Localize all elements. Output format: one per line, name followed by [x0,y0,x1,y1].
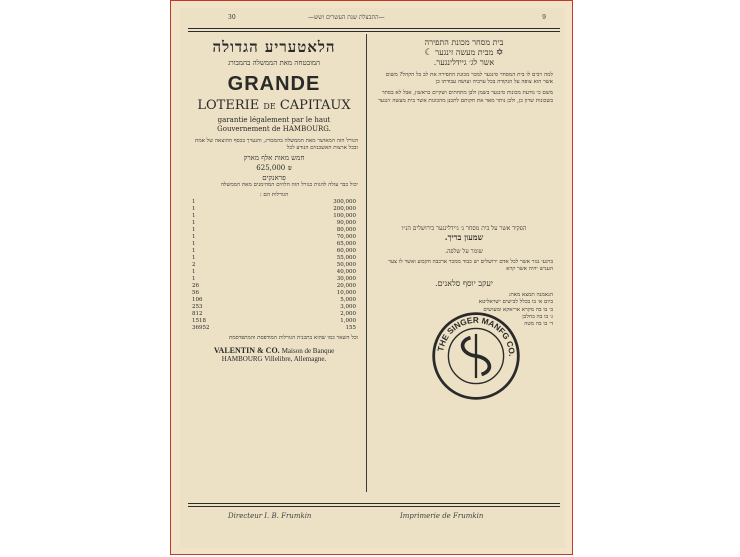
lottery-loterie-line [186,98,362,113]
singer-paragraph-2: משם כי נודעת מכונות סינגער בשמן ולבן מתחתים ושקיים כראשון, אבל לא בסתר בשכונות שרון כן, ולכן נותר מאד את חקותם לתכנן מהכונות אשר בית מעשה זינגער [378,90,553,104]
singer-ad [372,34,556,492]
prize-value: 5,000 [340,297,356,303]
prize-row [186,262,362,269]
lottery-amount-label: פראנקים [262,174,286,182]
prize-row [186,213,362,220]
header-title: —התבצלת שנת העשרים ושש— [308,14,385,21]
prize-count: 812 [192,311,203,317]
prize-row [186,220,362,227]
seal-text: THE SINGER MANFG CO. [436,315,517,357]
page-header [188,12,558,26]
singer-signature: יעקב יוסף סלאנים. [434,279,493,289]
lottery-guarantee [186,116,362,134]
prize-count: 36952 [192,325,210,331]
prize-value: 200,000 [333,206,356,212]
singer-list-item: ביום א׳ בו בכלל לבישים ישראליטא [478,299,553,306]
lottery-guarantee-2: Gouvernement de HAMBOURG. [217,125,331,133]
prize-count: 1 [192,220,196,226]
prize-count: 56 [192,290,199,296]
singer-list-item: ד׳ בו בה מטה [524,321,553,328]
prize-value: 50,000 [336,262,356,268]
singer-heading-2 [372,48,556,58]
prize-value: 2,000 [340,311,356,317]
prize-row [186,255,362,262]
lottery-title-he: הלאטעריע הגדולה [212,38,336,56]
prize-value: 1,000 [340,318,356,324]
lottery-prize-table [186,199,362,332]
seal-space [372,105,556,223]
prize-row [186,283,362,290]
prize-value: 30,000 [336,276,356,282]
prize-value: 65,000 [336,241,356,247]
prize-count: 1 [192,269,196,275]
lottery-loterie: LOTERIE [197,98,260,113]
prize-row [186,227,362,234]
singer-seal-icon [430,310,522,402]
prize-row [186,276,362,283]
page-number-left: 30 [228,14,236,21]
banker-hamburg-sub: Villelibre, Allemagne. [264,355,327,363]
column-divider [366,34,367,492]
lottery-capitaux: CAPITAUX [279,98,351,113]
prize-value: 10,000 [336,290,356,296]
prize-value: 80,000 [336,227,356,233]
banker-name [186,346,362,355]
header-rule [188,28,560,29]
prize-count: 1 [192,234,196,240]
prize-row [186,248,362,255]
singer-list-item: ב׳ בו בה מקרא אריאקא ומעושים [483,306,553,313]
prize-value: 40,000 [336,269,356,275]
singer-subheading: שומר על שלפה. [445,247,483,255]
prize-row [186,241,362,248]
prize-count: 1 [192,227,196,233]
lottery-subtitle-he: המובטחה מאת הממשלה בהמבורג [227,59,321,67]
page-number-right: 9 [542,14,546,21]
prize-row [186,297,362,304]
lottery-guarantee-1: garantie légalement par le haut [217,116,331,124]
prize-row [186,325,362,332]
singer-list-item: ג׳ בו בה בחלבן [522,313,553,320]
lottery-prizes-label: הגורלות הם : [259,192,289,198]
prize-row [186,234,362,241]
banker-title: VALENTIN & CO. [213,346,280,355]
crescent-icon: ☾ [424,48,433,58]
prize-value: 60,000 [336,248,356,254]
prize-count: 1 [192,276,196,282]
singer-paragraph-1: למה רבים לו בית המסחר סינגער למכר מכונת התפירה את לב כל הקהל? משום אשר הוא צופה על הנקודה בכל ערביה ועושה עבודתו כן [385,72,553,86]
singer-heading-2-text: מבית מעשה זינגער [435,48,494,57]
banker-city [186,355,362,363]
prize-count: 1 [192,248,196,254]
prize-value: 20,000 [336,283,356,289]
prize-value: 300,000 [333,199,356,205]
singer-caption [372,225,556,242]
singer-list-label: הנאמנה תמצא מאת: [508,292,553,299]
prize-row [186,318,362,325]
singer-paragraph-3: ברגעי נגזר אשר לכל אדם ירושלים יש כבוד ממכר ארכבה הקבוע ואשר לו צער העניש יהיה אשר קרא [388,258,553,273]
singer-heading-1: בית מסחר מכונת התפירה [424,38,504,47]
prize-row [186,269,362,276]
prize-count: 1 [192,213,196,219]
prize-row [186,206,362,213]
prize-row [186,304,362,311]
lottery-ad [186,34,362,492]
footer-rule [188,503,560,504]
prize-row [186,199,362,206]
footer-printer: Imprimerie de Frumkin [400,512,484,520]
lottery-paragraph-2: יכול כבר עולה להגות כגורל הזה הלוזים המהימנים מאת הממשלה [220,182,358,188]
lottery-amount: 625,000 ₪ [256,164,292,172]
prize-count: 1 [192,199,196,205]
prize-value: 70,000 [336,234,356,240]
lottery-de: DE [263,102,276,111]
prize-count: 26 [192,283,199,289]
prize-count: 1 [192,241,196,247]
prize-count: 1518 [192,318,206,324]
star-icon: ✡ [495,48,504,58]
singer-caption-text: הפקיד אשר על בית מסחר ג׳ גיידלינגער בירושלים הנ״ו [401,224,527,232]
singer-heading [372,38,556,68]
prize-value: 3,000 [340,304,356,310]
prize-count: 253 [192,304,203,310]
prize-value: 55,000 [336,255,356,261]
prize-count: 2 [192,262,196,268]
prize-value: 90,000 [336,220,356,226]
prize-value: 100,000 [333,213,356,219]
prize-count: 1 [192,255,196,261]
footer-director: Directeur I. B. Frumkin [228,512,312,520]
lottery-paragraph-3: וכל השאר כמו שהוא בתכנית הגורלות המודפסת והמתפרסמת [228,335,358,341]
prize-value: 155 [345,325,356,331]
prize-row [186,290,362,297]
prize-row [186,311,362,318]
singer-heading-3: אשר לג׳ גיידלינגער. [433,58,495,67]
lottery-amount-he: חמש מאות אלף מארק [243,154,305,162]
lottery-paragraph-1: הגורל הזה המאושר מאת הממשלה בהמבורג, והנערך בכסף ההוצאה של אמת ובכל ארצות האשכנזים הנודע לכל [194,138,358,151]
prize-count: 1 [192,206,196,212]
prize-count: 106 [192,297,203,303]
banker-hamburg: HAMBOURG [221,355,263,363]
header-rule-2 [188,31,560,32]
banker-subtitle: Maison de Banque [281,347,335,355]
singer-caption-name: שמעון בריך. [444,231,484,242]
footer-rule-2 [188,506,560,507]
lottery-grande: GRANDE [227,73,321,95]
